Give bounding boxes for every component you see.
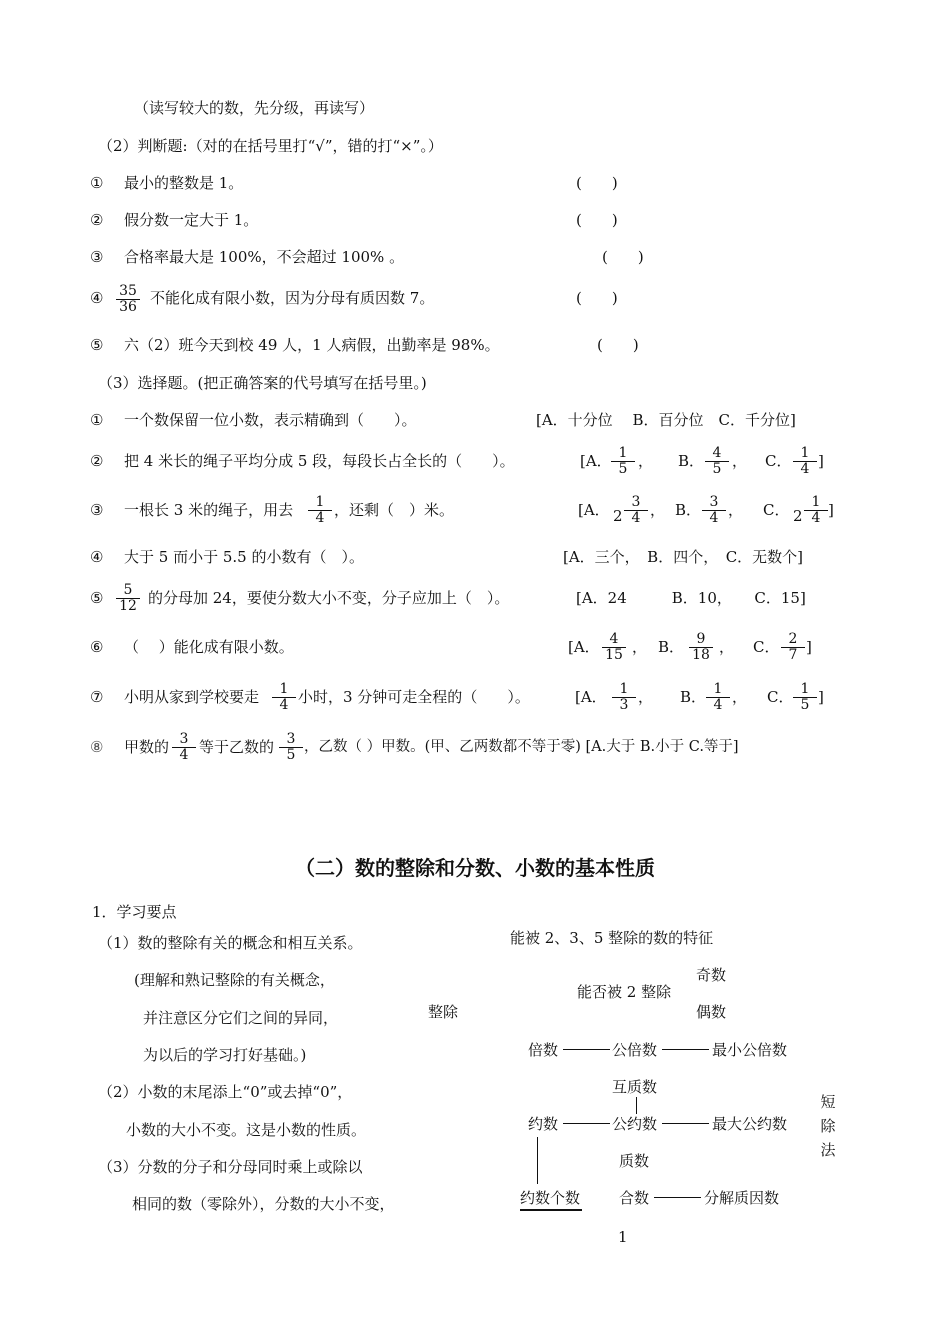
diagram-lcm: 最小公倍数 xyxy=(712,1041,788,1059)
tf-item-1-blank[interactable]: ( ) xyxy=(576,174,618,192)
comma: ， xyxy=(638,452,654,470)
tf-item-3-blank[interactable]: ( ) xyxy=(602,248,644,266)
mc-q3-close: ] xyxy=(828,501,834,519)
mc-q5-num: ⑤ xyxy=(90,589,104,607)
fraction xyxy=(804,495,828,526)
point-3-cont: 相同的数（零除外），分数的大小不变， xyxy=(132,1195,395,1213)
diagram-common-multiple: 公倍数 xyxy=(612,1041,658,1059)
fraction-numerator: 9 xyxy=(689,632,713,648)
fraction-denominator: 15 xyxy=(605,647,623,663)
mc-q5-text: 的分母加 24，要使分数大小不变，分子应加上（ ）。 xyxy=(148,589,510,607)
fraction-numerator: 35 xyxy=(116,284,140,300)
mc-q2-num: ② xyxy=(90,452,104,470)
comma: ， xyxy=(732,452,748,470)
diagram-divisor-count: 约数个数 xyxy=(520,1189,581,1207)
mc-q1-options: [A．十分位 B．百分位 C．千分位] xyxy=(536,411,796,429)
tf-item-2-text: 假分数一定大于 1。 xyxy=(124,211,259,229)
mixed-whole: 2 xyxy=(793,507,803,525)
fraction xyxy=(793,446,817,477)
mc-q2-option-c: C． xyxy=(765,452,792,470)
fraction xyxy=(116,583,140,614)
mc-q3-option-c: C． xyxy=(763,501,790,519)
comma: ， xyxy=(638,688,654,706)
tf-item-4-num: ④ xyxy=(90,289,104,307)
fraction-denominator: 18 xyxy=(692,647,710,663)
point-1-note: 并注意区分它们之间的异同， xyxy=(143,1009,339,1027)
comma: ， xyxy=(632,638,648,656)
tf-item-5-num: ⑤ xyxy=(90,336,104,354)
fraction xyxy=(272,682,296,713)
fraction-denominator: 4 xyxy=(315,510,325,526)
fraction xyxy=(781,632,805,663)
fraction xyxy=(116,284,140,315)
diagram-factorize: 分解质因数 xyxy=(704,1189,780,1207)
fraction-numerator: 1 xyxy=(272,682,296,698)
fraction xyxy=(602,632,626,663)
comma: ， xyxy=(728,501,744,519)
tf-item-2-blank[interactable]: ( ) xyxy=(576,211,618,229)
fraction-denominator: 5 xyxy=(712,461,722,477)
fraction-numerator: 1 xyxy=(308,495,332,511)
diagram-coprime: 互质数 xyxy=(612,1078,658,1096)
mixed-whole: 2 xyxy=(613,507,623,525)
tf-item-2-num: ② xyxy=(90,211,104,229)
fraction xyxy=(279,732,303,763)
mc-q3-pre: 一根长 3 米的绳子，用去 xyxy=(124,501,294,519)
connector-line xyxy=(563,1123,610,1124)
fraction xyxy=(611,446,635,477)
connector-line xyxy=(563,1049,610,1050)
mc-q7-pre: 小明从家到学校要走 xyxy=(124,688,260,706)
point-2-cont: 小数的大小不变。这是小数的性质。 xyxy=(126,1121,367,1139)
fraction-denominator: 4 xyxy=(800,461,810,477)
mc-q2-text: 把 4 米长的绳子平均分成 5 段，每段长占全长的（ ）。 xyxy=(124,452,515,470)
mc-q2-close: ] xyxy=(818,452,824,470)
section-title: （二）数的整除和分数、小数的基本性质 xyxy=(295,856,655,880)
diagram-feature: 能被 2、3、5 整除的数的特征 xyxy=(510,929,714,947)
mc-q6-option-b: B． xyxy=(658,638,685,656)
comma: ， xyxy=(719,638,735,656)
mc-q6-close: ] xyxy=(806,638,812,656)
mc-q2-option-a: [A． xyxy=(580,452,612,470)
point-1: （1）数的整除有关的概念和相互关系。 xyxy=(98,934,363,952)
fraction-denominator: 12 xyxy=(119,598,137,614)
fraction xyxy=(706,682,730,713)
diagram-composite: 合数 xyxy=(619,1189,650,1207)
mc-q7-option-a: [A． xyxy=(575,688,607,706)
fraction-numerator: 4 xyxy=(602,632,626,648)
mc-q1-num: ① xyxy=(90,411,104,429)
fraction-denominator: 4 xyxy=(713,697,723,713)
mc-header: （3）选择题。(把正确答案的代号填写在括号里。) xyxy=(98,374,427,392)
mc-q3-option-b: B． xyxy=(675,501,702,519)
page-number: 1 xyxy=(618,1228,628,1246)
mc-q4-options: [A．三个， B．四个， C．无数个] xyxy=(563,548,804,566)
mc-q4-num: ④ xyxy=(90,548,104,566)
fraction-denominator: 5 xyxy=(800,697,810,713)
tf-item-1-num: ① xyxy=(90,174,104,192)
fraction-numerator: 1 xyxy=(706,682,730,698)
mc-q7-num: ⑦ xyxy=(90,688,104,706)
mc-q3-num: ③ xyxy=(90,501,104,519)
fraction-numerator: 1 xyxy=(804,495,828,511)
mc-q3-option-a: [A． xyxy=(578,501,610,519)
diagram-div2: 能否被 2 整除 xyxy=(577,983,672,1001)
tf-item-3-num: ③ xyxy=(90,248,104,266)
fraction-numerator: 1 xyxy=(612,682,636,698)
point-1-note: 为以后的学习打好基础。) xyxy=(143,1046,307,1064)
fraction-denominator: 4 xyxy=(279,697,289,713)
mc-q7-post: 小时，3 分钟可走全程的（ ）。 xyxy=(298,688,530,706)
fraction-denominator: 36 xyxy=(119,299,137,315)
fraction-numerator: 3 xyxy=(702,495,726,511)
diagram-short-division: 短 除 法 xyxy=(820,1093,836,1159)
fraction-numerator: 3 xyxy=(624,495,648,511)
mc-q7-option-b: B． xyxy=(680,688,707,706)
mc-q6-num: ⑥ xyxy=(90,638,104,656)
tf-item-5-blank[interactable]: ( ) xyxy=(597,336,639,354)
mc-q1-text: 一个数保留一位小数，表示精确到（ ）。 xyxy=(124,411,417,429)
tf-item-1-text: 最小的整数是 1。 xyxy=(124,174,244,192)
diagram-divisor: 约数 xyxy=(528,1115,559,1133)
fraction-denominator: 5 xyxy=(286,747,296,763)
fraction-numerator: 2 xyxy=(781,632,805,648)
tf-item-4-text: 不能化成有限小数，因为分母有质因数 7。 xyxy=(150,289,435,307)
diagram-root: 整除 xyxy=(428,1003,459,1021)
fraction-denominator: 7 xyxy=(788,647,798,663)
mc-q3-post: ，还剩（ ）米。 xyxy=(334,501,455,519)
fraction xyxy=(624,495,648,526)
mc-q8-pre: 甲数的 xyxy=(124,738,170,756)
fraction xyxy=(308,495,332,526)
connector-line xyxy=(654,1197,701,1198)
mc-q7-close: ] xyxy=(818,688,824,706)
diagram-odd: 奇数 xyxy=(696,966,727,984)
mc-q6-text: （ ）能化成有限小数。 xyxy=(124,638,294,656)
fraction xyxy=(793,682,817,713)
fraction xyxy=(612,682,636,713)
comma: ， xyxy=(732,688,748,706)
mc-q8-num: ⑧ xyxy=(90,738,104,756)
underline xyxy=(520,1209,582,1211)
fraction-numerator: 1 xyxy=(793,682,817,698)
mc-q4-text: 大于 5 而小于 5.5 的小数有（ ）。 xyxy=(124,548,364,566)
fraction-denominator: 4 xyxy=(811,510,821,526)
mc-q8-mid: 等于乙数的 xyxy=(199,738,275,756)
fraction-denominator: 4 xyxy=(631,510,641,526)
fraction xyxy=(705,446,729,477)
connector-line xyxy=(636,1097,637,1114)
fraction-numerator: 3 xyxy=(172,732,196,748)
fraction-denominator: 5 xyxy=(618,461,628,477)
fraction-denominator: 3 xyxy=(619,697,629,713)
connector-line xyxy=(662,1123,709,1124)
connector-line xyxy=(537,1137,538,1184)
mc-q5-options: [A．24 B．10， C．15] xyxy=(576,589,806,607)
comma: ， xyxy=(650,501,666,519)
connector-line xyxy=(662,1049,709,1050)
fraction-numerator: 5 xyxy=(116,583,140,599)
point-1-note: (理解和熟记整除的有关概念， xyxy=(134,971,335,989)
fraction-denominator: 4 xyxy=(179,747,189,763)
point-2: （2）小数的末尾添上“0”或去掉“0”， xyxy=(98,1083,353,1101)
mc-q6-option-a: [A． xyxy=(568,638,600,656)
mc-q7-option-c: C． xyxy=(767,688,794,706)
fraction-numerator: 4 xyxy=(705,446,729,462)
diagram-gcd: 最大公约数 xyxy=(712,1115,788,1133)
diagram-multiple: 倍数 xyxy=(528,1041,559,1059)
point-3: （3）分数的分子和分母同时乘上或除以 xyxy=(98,1158,363,1176)
points-heading: 1．学习要点 xyxy=(92,903,177,921)
tf-item-4-blank[interactable]: ( ) xyxy=(576,289,618,307)
diagram-common-divisor: 公约数 xyxy=(612,1115,658,1133)
diagram-even: 偶数 xyxy=(696,1003,727,1021)
fraction xyxy=(702,495,726,526)
intro-note: （读写较大的数，先分级，再读写） xyxy=(134,99,375,117)
mc-q6-option-c: C． xyxy=(753,638,780,656)
mc-q2-option-b: B． xyxy=(678,452,705,470)
fraction xyxy=(172,732,196,763)
tf-item-3-text: 合格率最大是 100%，不会超过 100% 。 xyxy=(124,248,405,266)
fraction-numerator: 1 xyxy=(793,446,817,462)
mc-q8-post: ，乙数（ ）甲数。(甲、乙两数都不等于零) [A.大于 B.小于 C.等于] xyxy=(304,739,739,755)
fraction xyxy=(689,632,713,663)
fraction-numerator: 1 xyxy=(611,446,635,462)
tf-item-5-text: 六（2）班今天到校 49 人，1 人病假，出勤率是 98%。 xyxy=(124,336,500,354)
tf-header: （2）判断题:（对的在括号里打“√”，错的打“×”。） xyxy=(98,137,443,155)
fraction-numerator: 3 xyxy=(279,732,303,748)
fraction-denominator: 4 xyxy=(709,510,719,526)
diagram-prime: 质数 xyxy=(619,1152,650,1170)
